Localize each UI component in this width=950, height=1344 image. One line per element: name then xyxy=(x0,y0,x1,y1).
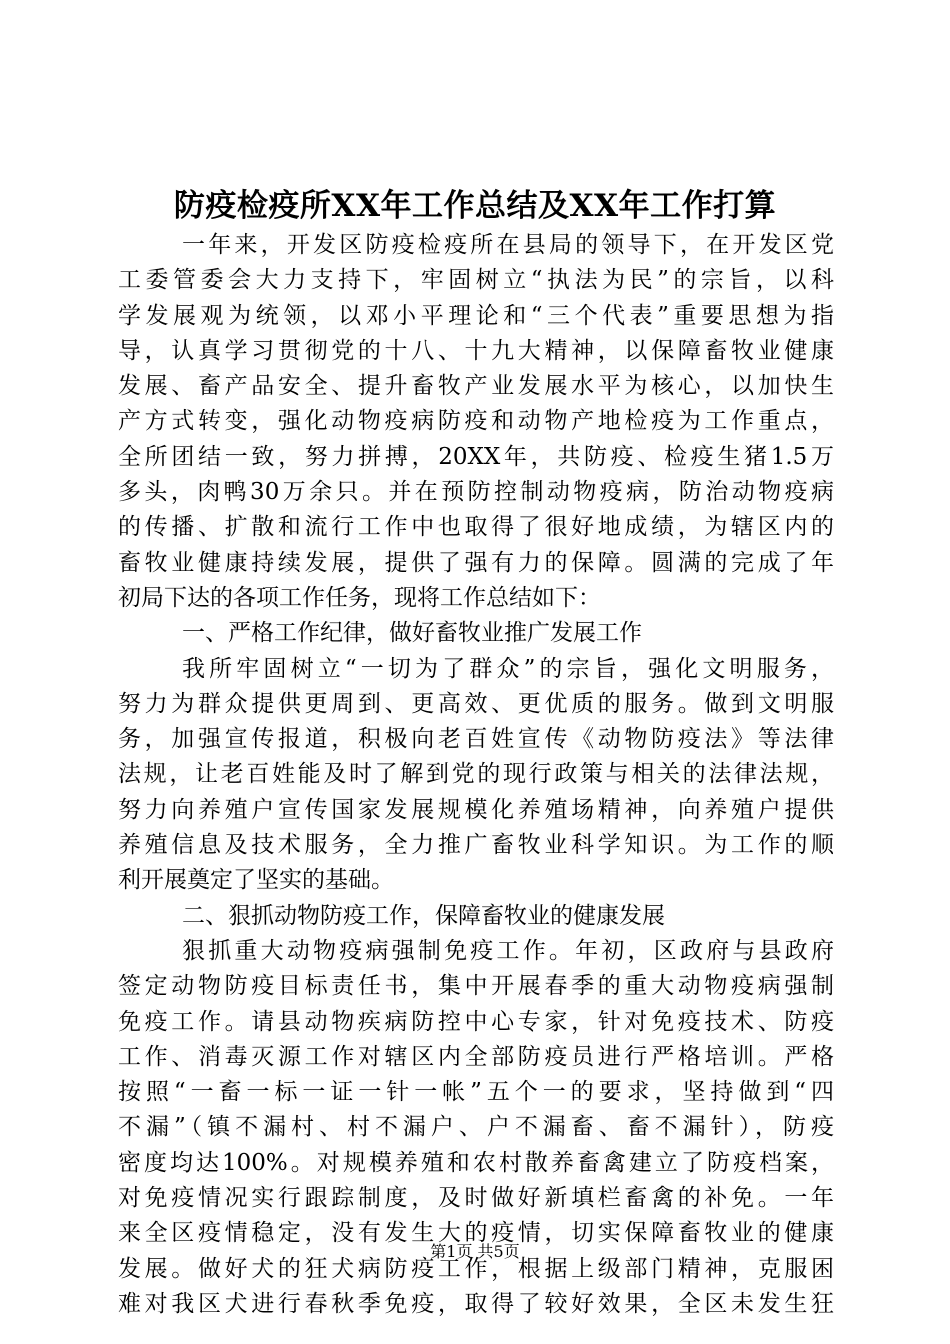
section-heading: 一、严格工作纪律，做好畜牧业推广发展工作 xyxy=(182,620,642,647)
paragraph-line: 我所牢固树立“一切为了群众”的宗旨，强化文明服务， xyxy=(182,655,834,682)
page-number-footer: 第1页 共5页 xyxy=(430,1242,520,1261)
document-body xyxy=(118,228,834,1322)
paragraph-line: 工作、消毒灭源工作对辖区内全部防疫员进行严格培训。严格 xyxy=(118,1043,834,1070)
paragraph-line: 畜牧业健康持续发展，提供了强有力的保障。圆满的完成了年 xyxy=(118,549,834,576)
paragraph-line: 来全区疫情稳定，没有发生大的疫情，切实保障畜牧业的健康 xyxy=(118,1220,834,1247)
paragraph-line: 难对我区犬进行春秋季免疫，取得了较好效果，全区未发生狂 xyxy=(118,1290,834,1317)
paragraph-line: 多头，肉鸭30万余只。并在预防控制动物疫病，防治动物疫病 xyxy=(118,479,834,506)
paragraph-line: 法规，让老百姓能及时了解到党的现行政策与相关的法律法规， xyxy=(118,761,834,788)
paragraph-line: 不漏”（镇不漏村、村不漏户、户不漏畜、畜不漏针），防疫 xyxy=(118,1114,834,1141)
paragraph-line: 工委管委会大力支持下，牢固树立“执法为民”的宗旨，以科 xyxy=(118,267,834,294)
paragraph-line: 一年来，开发区防疫检疫所在县局的领导下，在开发区党 xyxy=(182,232,834,258)
paragraph-line: 学发展观为统领，以邓小平理论和“三个代表”重要思想为指 xyxy=(118,302,834,329)
paragraph-line: 发展、畜产品安全、提升畜牧产业发展水平为核心，以加快生 xyxy=(118,373,834,400)
paragraph-line: 初局下达的各项工作任务，现将工作总结如下： xyxy=(118,584,601,611)
paragraph-line: 密度均达100%。对规模养殖和农村散养畜禽建立了防疫档案， xyxy=(118,1149,834,1176)
paragraph-line: 签定动物防疫目标责任书，集中开展春季的重大动物疫病强制 xyxy=(118,973,834,1000)
paragraph-line: 狠抓重大动物疫病强制免疫工作。年初，区政府与县政府 xyxy=(182,937,834,964)
paragraph-line: 努力为群众提供更周到、更高效、更优质的服务。做到文明服 xyxy=(118,690,834,717)
paragraph-line: 对免疫情况实行跟踪制度，及时做好新填栏畜禽的补免。一年 xyxy=(118,1185,834,1212)
paragraph-line: 利开展奠定了坚实的基础。 xyxy=(118,867,394,894)
paragraph-line: 按照“一畜一标一证一针一帐”五个一的要求，坚持做到“四 xyxy=(118,1079,834,1106)
paragraph-line: 发展。做好犬的狂犬病防疫工作，根据上级部门精神，克服困 xyxy=(118,1255,834,1282)
section-heading: 二、狠抓动物防疫工作，保障畜牧业的健康发展 xyxy=(182,902,665,929)
paragraph-line: 养殖信息及技术服务，全力推广畜牧业科学知识。为工作的顺 xyxy=(118,832,834,859)
paragraph-line: 免疫工作。请县动物疾病防控中心专家，针对免疫技术、防疫 xyxy=(118,1008,834,1035)
paragraph-line: 导，认真学习贯彻党的十八、十九大精神，以保障畜牧业健康 xyxy=(118,337,834,364)
document-title: 防疫检疫所XX年工作总结及XX年工作打算 xyxy=(173,188,777,224)
paragraph-line: 全所团结一致，努力拼搏，20XX年，共防疫、检疫生猪1.5万 xyxy=(118,443,834,470)
paragraph-line: 务，加强宣传报道，积极向老百姓宣传《动物防疫法》等法律 xyxy=(118,726,834,753)
paragraph-line: 产方式转变，强化动物疫病防疫和动物产地检疫为工作重点， xyxy=(118,408,834,435)
paragraph-line: 努力向养殖户宣传国家发展规模化养殖场精神，向养殖户提供 xyxy=(118,796,834,823)
paragraph-line: 的传播、扩散和流行工作中也取得了很好地成绩，为辖区内的 xyxy=(118,514,834,541)
